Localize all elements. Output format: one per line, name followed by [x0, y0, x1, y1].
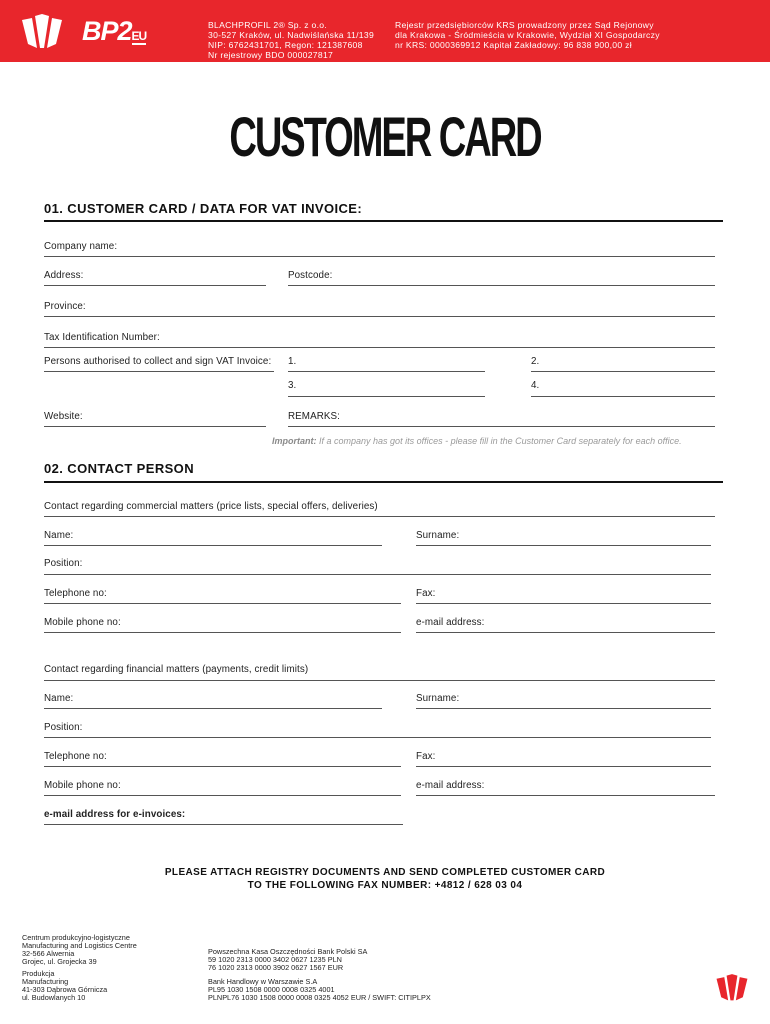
bank-handlowy-line: PL95 1030 1508 0000 0008 0325 4001: [208, 985, 335, 994]
logo-text: BP2EU: [82, 16, 147, 46]
logistics-centre-info: [22, 934, 137, 966]
production-info: [22, 970, 107, 1002]
important-label: Important:: [272, 436, 317, 446]
commercial-telephone-field[interactable]: [44, 603, 401, 604]
postcode-field[interactable]: [288, 285, 715, 286]
address-field[interactable]: [44, 285, 266, 286]
financial-mobile-field[interactable]: [44, 795, 401, 796]
important-text: If a company has got its offices - please fill in the Customer Card separately for each office.: [319, 436, 682, 446]
closing-line-2: TO THE FOLLOWING FAX NUMBER: +4812 / 628 03 04: [247, 880, 523, 891]
einvoice-email-field[interactable]: [44, 824, 403, 825]
person-3-field[interactable]: [288, 396, 485, 397]
remarks-field[interactable]: [288, 426, 715, 427]
financial-name-label: Name:: [44, 693, 74, 704]
company-line: BLACHPROFIL 2® Sp. z o.o.: [208, 20, 328, 30]
financial-mobile-label: Mobile phone no:: [44, 780, 121, 791]
financial-name-field[interactable]: [44, 708, 382, 709]
remarks-label: REMARKS:: [288, 411, 340, 422]
important-note: [272, 436, 682, 446]
person-2-field[interactable]: [531, 371, 715, 372]
commercial-telephone-label: Telephone no:: [44, 588, 107, 599]
production-line: Manufacturing: [22, 977, 69, 986]
tax-id-label: Tax Identification Number:: [44, 332, 160, 343]
closing-line-1: PLEASE ATTACH REGISTRY DOCUMENTS AND SEND COMPLETED CUSTOMER CARD: [164, 867, 606, 878]
commercial-name-label: Name:: [44, 530, 74, 541]
bank-pko-line: 76 1020 2313 0000 3902 0627 1567 EUR: [208, 963, 344, 972]
company-line: Nr rejestrowy BDO 000027817: [208, 50, 334, 60]
website-field[interactable]: [44, 426, 266, 427]
person-1-label: 1.: [288, 356, 297, 367]
person-4-label: 4.: [531, 380, 540, 391]
financial-position-field[interactable]: [44, 737, 711, 738]
logistics-line: Manufacturing and Logistics Centre: [22, 941, 137, 950]
logo-mark-icon: [20, 14, 64, 50]
commercial-surname-field[interactable]: [416, 545, 711, 546]
person-4-field[interactable]: [531, 396, 715, 397]
commercial-mobile-field[interactable]: [44, 632, 401, 633]
person-3-label: 3.: [288, 380, 297, 391]
company-line: 30-527 Kraków, ul. Nadwiślańska 11/139: [208, 30, 375, 40]
registry-line: nr KRS: 0000369912 Kapitał Zakładowy: 96 838 900,00 zł: [395, 40, 632, 50]
commercial-position-field[interactable]: [44, 574, 711, 575]
logo-suffix: EU: [131, 29, 147, 43]
registry-info: [395, 20, 660, 50]
header-bar: [0, 0, 770, 62]
registry-line: Rejestr przedsiębiorców KRS prowadzony przez Sąd Rejonowy: [395, 20, 654, 30]
section-1-rule: [44, 220, 723, 222]
closing-instruction: [0, 866, 770, 892]
commercial-email-label: e-mail address:: [416, 617, 485, 628]
commercial-contact-heading: Contact regarding commercial matters (price lists, special offers, deliveries): [44, 501, 378, 512]
logistics-line: Centrum produkcyjno-logistyczne: [22, 933, 130, 942]
commercial-surname-label: Surname:: [416, 530, 460, 541]
bank-pko-info: [208, 948, 367, 972]
financial-fax-label: Fax:: [416, 751, 436, 762]
commercial-mobile-label: Mobile phone no:: [44, 617, 121, 628]
financial-fax-field[interactable]: [416, 766, 711, 767]
production-line: ul. Budowlanych 10: [22, 993, 86, 1002]
province-label: Province:: [44, 301, 86, 312]
financial-surname-field[interactable]: [416, 708, 711, 709]
bank-handlowy-line: Bank Handlowy w Warszawie S.A: [208, 977, 318, 986]
financial-contact-rule: [44, 680, 715, 681]
production-line: Produkcja: [22, 969, 55, 978]
einvoice-email-label: e-mail address for e-invoices:: [44, 809, 186, 820]
company-info: [208, 20, 374, 60]
commercial-name-field[interactable]: [44, 545, 382, 546]
commercial-fax-field[interactable]: [416, 603, 711, 604]
footer-logo-icon: [715, 974, 749, 1002]
commercial-contact-rule: [44, 516, 715, 517]
financial-surname-label: Surname:: [416, 693, 460, 704]
person-1-field[interactable]: [288, 371, 485, 372]
bank-pko-line: Powszechna Kasa Oszczędności Bank Polski SA: [208, 947, 368, 956]
commercial-fax-label: Fax:: [416, 588, 436, 599]
bank-handlowy-line: PLNPL76 1030 1508 0000 0008 0325 4052 EUR / SWIFT: CITIPLPX: [208, 993, 431, 1002]
persons-authorised-rule: [44, 371, 274, 372]
document-title: CUSTOMER CARD: [229, 105, 541, 168]
address-label: Address:: [44, 270, 84, 281]
registry-line: dla Krakowa - Śródmieścia w Krakowie, Wydział XI Gospodarczy: [395, 30, 660, 40]
section-1-title: 01. CUSTOMER CARD / DATA FOR VAT INVOICE:: [44, 201, 363, 216]
company-logo: [20, 14, 147, 54]
bank-pko-line: 59 1020 2313 0000 3402 0627 1235 PLN: [208, 955, 342, 964]
postcode-label: Postcode:: [288, 270, 333, 281]
company-name-field[interactable]: [44, 256, 715, 257]
province-field[interactable]: [44, 316, 715, 317]
section-2-rule: [44, 481, 723, 483]
commercial-email-field[interactable]: [416, 632, 715, 633]
logistics-line: 32-566 Alwernia: [22, 949, 75, 958]
persons-authorised-label: Persons authorised to collect and sign VAT Invoice:: [44, 356, 272, 367]
commercial-position-label: Position:: [44, 558, 83, 569]
financial-email-field[interactable]: [416, 795, 715, 796]
production-line: 41-303 Dąbrowa Górnicza: [22, 985, 108, 994]
financial-contact-heading: Contact regarding financial matters (payments, credit limits): [44, 664, 309, 675]
tax-id-field[interactable]: [44, 347, 715, 348]
bank-handlowy-info: [208, 978, 431, 1002]
company-name-label: Company name:: [44, 241, 118, 252]
person-2-label: 2.: [531, 356, 540, 367]
financial-telephone-field[interactable]: [44, 766, 401, 767]
website-label: Website:: [44, 411, 83, 422]
financial-position-label: Position:: [44, 722, 83, 733]
section-2-title: 02. CONTACT PERSON: [44, 461, 194, 476]
financial-telephone-label: Telephone no:: [44, 751, 107, 762]
logistics-line: Grojec, ul. Grojecka 39: [22, 957, 97, 966]
company-line: NIP: 6762431701, Regon: 121387608: [208, 40, 363, 50]
financial-email-label: e-mail address:: [416, 780, 485, 791]
